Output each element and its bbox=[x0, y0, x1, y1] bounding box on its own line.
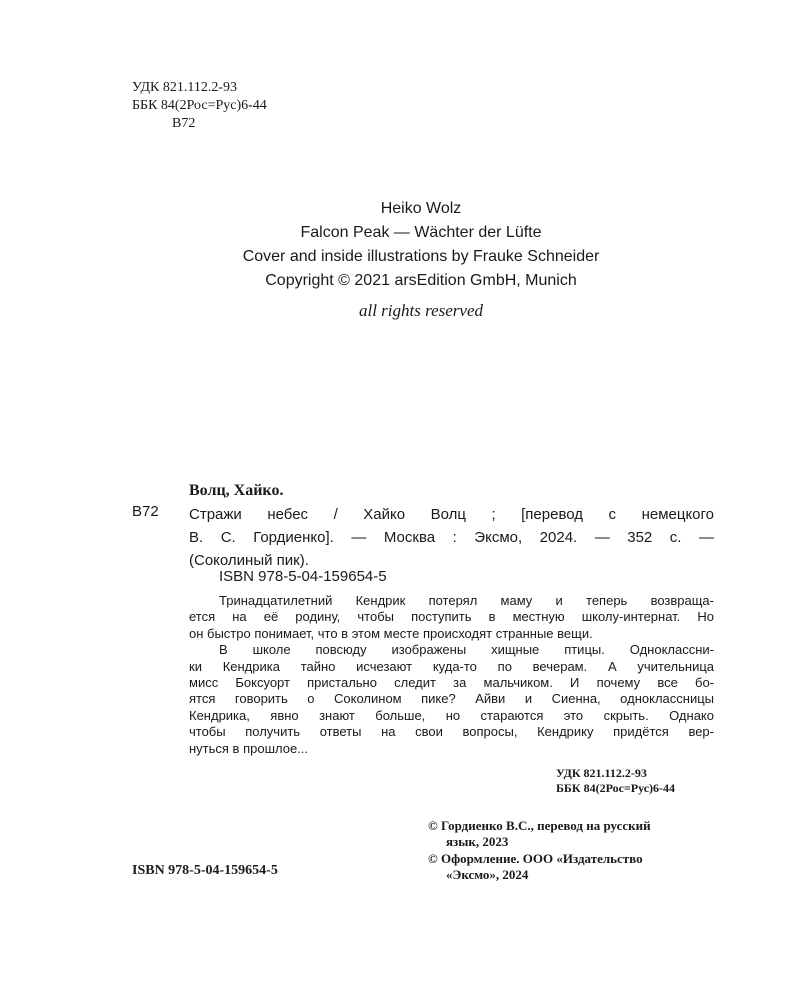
annotation-line: чтобы получить ответы на свои вопросы, Кендрику придётся вер- bbox=[189, 724, 714, 740]
annotation-line: он быстро понимает, что в этом месте происходят странные вещи. bbox=[189, 625, 593, 641]
design-copyright: © Оформление. ООО «Издательство bbox=[428, 850, 643, 866]
card-author-heading: Волц, Хайко. bbox=[189, 482, 284, 499]
classification-codes bbox=[132, 79, 267, 133]
annotation-line: ки Кендрика тайно исчезают куда-то по вечерам. А учительница bbox=[189, 658, 714, 674]
card-line: (Соколиный пик). bbox=[189, 552, 309, 569]
card-isbn: ISBN 978-5-04-159654-5 bbox=[219, 568, 387, 585]
original-title: Falcon Peak — Wächter der Lüfte bbox=[300, 224, 542, 241]
annotation-line: Тринадцатилетний Кендрик потерял маму и теперь возвраща- bbox=[219, 593, 714, 608]
original-author: Heiko Wolz bbox=[380, 200, 462, 217]
translation-copyright: © Гордиенко В.С., перевод на русский bbox=[428, 818, 651, 833]
author-mark: В72 bbox=[172, 116, 196, 131]
annotation-line: Кендрика, явно знают больше, но стараются это скрыть. Однако bbox=[189, 707, 714, 723]
illustrations-credit: Cover and inside illustrations by Frauke Schneider bbox=[242, 248, 600, 265]
card-line: Стражи небес / Хайко Волц ; [перевод с немецкого bbox=[189, 506, 714, 523]
annotation bbox=[189, 593, 714, 757]
catalog-card-description bbox=[189, 503, 714, 572]
original-edition-block bbox=[150, 197, 692, 293]
design-copyright-cont: «Эксмо», 2024 bbox=[446, 867, 529, 883]
copyright-notices bbox=[428, 818, 651, 884]
card-code: В72 bbox=[132, 503, 159, 520]
card-line: В. С. Гордиенко]. — Москва : Эксмо, 2024. — 352 с. — bbox=[189, 529, 714, 546]
udk-code: УДК 821.112.2-93 bbox=[132, 80, 238, 95]
annotation-line: мисс Боксуорт пристально следит за мальчиком. И почему все бо- bbox=[189, 674, 714, 690]
translation-copyright-cont: язык, 2023 bbox=[446, 834, 509, 850]
udk-code-bottom: УДК 821.112.2-93 bbox=[556, 766, 647, 780]
original-copyright: Copyright © 2021 arsEdition GmbH, Munich bbox=[265, 272, 577, 289]
annotation-line: нуться в прошлое... bbox=[189, 740, 309, 756]
annotation-line: ется на её родину, чтобы поступить в местную школу-интернат. Но bbox=[189, 609, 714, 625]
bbk-code-bottom: ББК 84(2Рос=Рус)6-44 bbox=[556, 781, 676, 795]
annotation-line: ятся говорить о Соколином пике? Айви и Сиенна, одноклассницы bbox=[189, 691, 714, 707]
classification-codes-bottom bbox=[556, 766, 675, 796]
bbk-code: ББК 84(2Рос=Рус)6-44 bbox=[132, 98, 267, 113]
isbn-bottom: ISBN 978-5-04-159654-5 bbox=[132, 863, 278, 878]
annotation-line: В школе повсюду изображены хищные птицы. Одноклассни- bbox=[219, 642, 714, 658]
rights-reserved: all rights reserved bbox=[358, 301, 484, 320]
